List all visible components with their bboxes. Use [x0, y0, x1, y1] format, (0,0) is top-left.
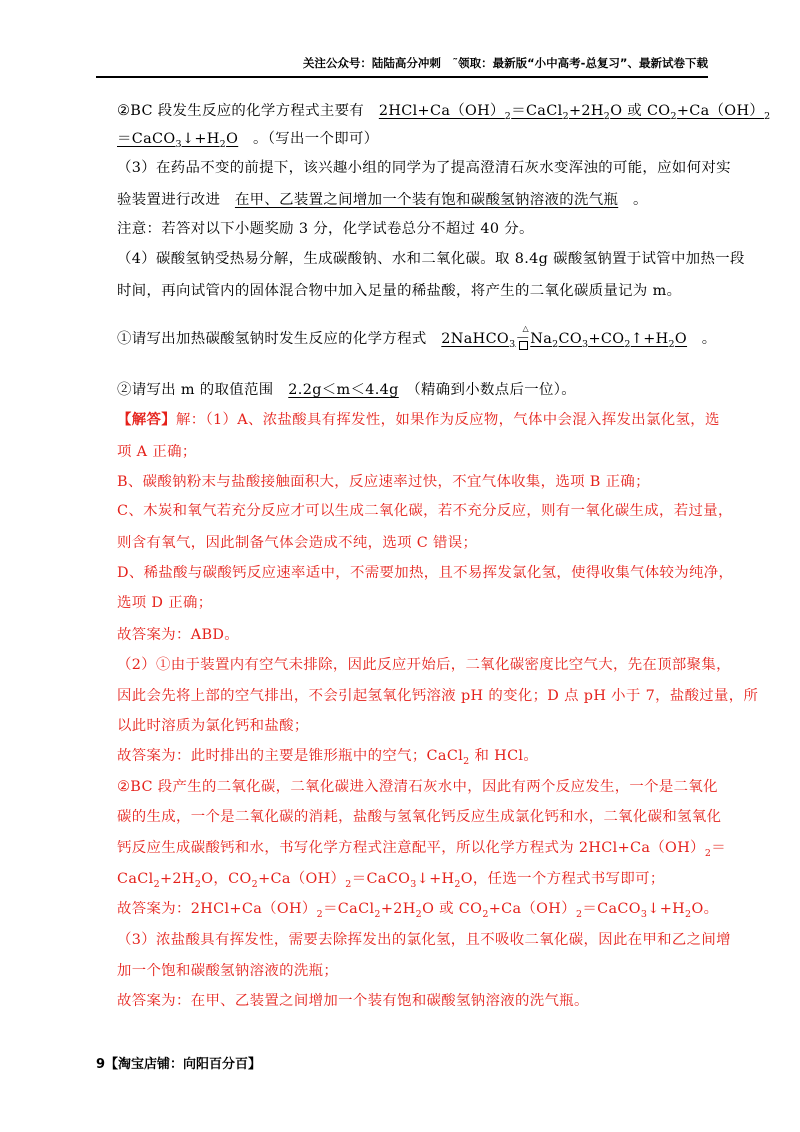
solution-line-7: 选项 D 正确；	[117, 595, 213, 611]
solution-line-9: （2）①由于装置内有空气未排除，因此反应开始后，二氧化碳密度比空气大，先在顶部聚集，	[117, 657, 731, 673]
solution-line-8: 故答案为：ABD。	[117, 627, 239, 643]
solution-line-20: 故答案为：在甲、乙装置之间增加一个装有饱和碳酸氢钠溶液的洗气瓶。	[117, 993, 589, 1009]
page-header	[96, 56, 708, 78]
box-icon	[519, 341, 528, 350]
solution-line-17: 故答案为：$2HCl+Ca(OH)_2=CaCl_2+2H_2O$ 或 $CO_2+Ca(OH)_2=CaCO_3↓+H_2O$。	[117, 901, 719, 920]
solution-line-18: （3）浓盐酸具有挥发性，需要去除挥发出的氯化氢，且不吸收二氧化碳，因此在甲和乙之间增	[117, 932, 731, 948]
page-footer	[96, 1053, 261, 1072]
solution-line-3: B、碳酸钠粉末与盐酸接触面积大，反应速率过快，不宜气体收集，选项 B 正确；	[117, 474, 650, 490]
footer-text: 9【淘宝店铺：向阳百分百】	[96, 1057, 262, 1072]
note-line: 注意：若答对以下小题奖励 3 分，化学试卷总分不超过 40 分。	[117, 221, 534, 237]
q4-sub2-answer: 2.2g＜m＜4.4g	[288, 382, 399, 398]
heat-condition: △ －	[516, 328, 531, 350]
solution-line-13: ②BC 段产生的二氧化碳，二氧化碳进入澄清石灰水中，因此有两个反应发生，一个是二氧化	[117, 779, 718, 795]
q3-answer: 在甲、乙装置之间增加一个装有饱和碳酸氢钠溶液的洗气瓶	[234, 192, 619, 208]
q4-sub1: ①请写出加热碳酸氢钠时发生反应的化学方程式 2NaHCO$_3$ △ － $Na_2CO_3+CO_2↑+H_2O$ 。	[117, 324, 717, 350]
solution-line-10: 因此会先将上部的空气排出，不会引起氢氧化钙溶液 pH 的变化；D 点 pH 小于 7，盐酸过量，所	[117, 688, 759, 704]
solution-line-2: 项 A 正确；	[117, 444, 197, 460]
q4-line1: （4）碳酸氢钠受热易分解，生成碳酸钠、水和二氧化碳。取 8.4g 碳酸氢钠置于试管中加热一段	[117, 251, 745, 267]
solution-line-5: 则含有氧气，因此制备气体会造成不纯，选项 C 错误；	[117, 535, 478, 551]
q2-2-line2: $=CaCO_3↓+H_2O$ 。（写出一个即可）	[117, 131, 379, 150]
solution-line-19: 加一个饱和碳酸氢钠溶液的洗瓶；	[117, 963, 339, 979]
q3-line2: 验装置进行改进 在甲、乙装置之间增加一个装有饱和碳酸氢钠溶液的洗气瓶 。	[117, 192, 648, 208]
solution-line-16: $CaCl_2+2H_2O$，$CO_2+Ca(OH)_2=CaCO_3↓+H_2O$，任选一个方程式书写即可；	[117, 871, 665, 890]
q3-line1: （3）在药品不变的前提下，该兴趣小组的同学为了提高澄清石灰水变浑浊的可能，应如何对实	[117, 160, 731, 176]
q4-sub2: ②请写出 m 的取值范围 2.2g＜m＜4.4g （精确到小数点后一位）。	[117, 382, 576, 398]
solution-line-6: D、稀盐酸与碳酸钙反应速率适中，不需要加热，且不易挥发氯化氢，使得收集气体较为纯净，	[117, 565, 734, 581]
solution-line-14: 碳的生成，一个是二氧化碳的消耗，盐酸与氢氧化钙反应生成氯化钙和水，二氧化碳和氢氧化	[117, 809, 722, 825]
solution-line-15: 钙反应生成碳酸钙和水，书写化学方程式注意配平，所以化学方程式为 $2HCl+Ca(OH)_2=$	[117, 840, 726, 859]
q2-2-line1: ②BC 段发生反应的化学方程式主要有 $2HCl+Ca(OH)_2=CaCl_2+2H_2O$ 或 $CO_2+Ca(OH)_2$	[117, 103, 771, 122]
solution-line-1: 【解答】解：（1）A、浓盐酸具有挥发性，如果作为反应物，气体中会混入挥发出氯化氢，选	[117, 411, 720, 428]
q4-line2: 时间，再向试管内的固体混合物中加入足量的稀盐酸，将产生的二氧化碳质量记为 m。	[117, 283, 682, 299]
solution-line-11: 以此时溶质为氯化钙和盐酸；	[117, 718, 309, 734]
q2-2-answer: $2HCl+Ca(OH)_2=CaCl_2+2H_2O$ 或 $CO_2+Ca(OH)_2$	[378, 103, 771, 122]
solution-tag: 【解答】	[117, 411, 176, 428]
q4-sub1-answer: 2NaHCO$_3$ △ － $Na_2CO_3+CO_2↑+H_2O$	[441, 324, 688, 350]
header-text: 关注公众号：陆陆高分冲刺 ˜领取：最新版“小中高考-总复习”、最新试卷下载	[302, 56, 708, 70]
solution-line-4: C、木炭和氧气若充分反应才可以生成二氧化碳，若不充分反应，则有一氧化碳生成，若过量，	[117, 503, 733, 519]
solution-line-12: 故答案为：此时排出的主要是锥形瓶中的空气；CaCl$_2$ 和 HCl。	[117, 748, 539, 767]
